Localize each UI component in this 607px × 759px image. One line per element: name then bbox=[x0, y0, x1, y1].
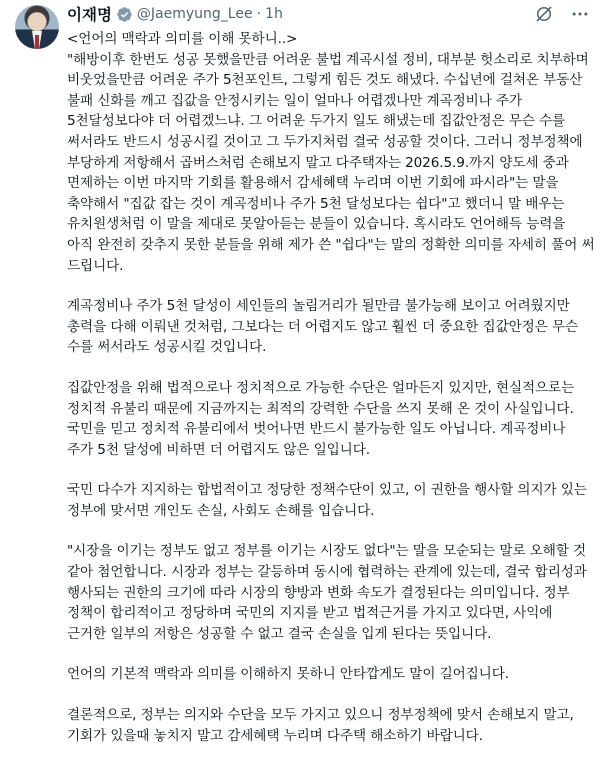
paragraph-gap bbox=[67, 685, 595, 705]
paragraph-gap bbox=[67, 276, 595, 296]
paragraph-gap bbox=[67, 358, 595, 378]
post-header bbox=[67, 3, 597, 25]
paragraph-intro: <언어의 맥락과 의미를 이해 못하니..> "해방이후 한번도 성공 못했을만큼 어려운 불법 계곡시설 정비, 대부분 헛소리로 치부하며 비웃었을만큼 어려운 주가 5천포인트, 그렇게 힘든 것도 해냈다. 수십년에 걸쳐온 부동산 불패 신화를 깨고 집값을 안정시키는 일이 얼마나 어렵겠나만 계곡정비나 주가 5천달성보다야 더 어렵겠느냐. 그 어려운 두가지 일도 해냈는데 집값안정은 무슨 수를 써서라도 반드시 성공시킬 것이고 그 두가지처럼 결국 성공할 것이다. 그러니 정부정책에 부당하게 저항해서 곱버스처럼 손해보지 말고 다주택자는 2026.5.9.까지 양도세 중과 면제하는 이번 마지막 기회를 활용해서 감세혜택 누리며 이번 기회에 파시라"는 말을 축약해서 "집값 잡는 것이 계곡정비나 주가 5천 달성보다는 쉽다"고 했더니 말 배우는 유치원생처럼 이 말을 제대로 못알아듣는 분들이 있습니다. 혹시라도 언어해득 능력을 아직 완전히 갖추지 못한 분들을 위해 제가 쓴 "쉽다"는 말의 정확한 의미를 자세히 풀어 써 드립니다. bbox=[67, 31, 595, 274]
author-avatar[interactable] bbox=[15, 5, 59, 49]
grok-icon[interactable] bbox=[533, 3, 555, 25]
separator-dot: · bbox=[256, 6, 262, 22]
paragraph-5: "시장을 이기는 정부도 없고 정부를 이기는 시장도 없다"는 말을 모순되는 말로 오해할 것 같아 첨언합니다. 시장과 정부는 갈등하며 동시에 협력하는 관계에 있는데, 결국 합리성과 행사되는 권한의 크기에 따라 시장의 향방과 변화 속도가 결정된다는 의미입니다. 정부 정책이 합리적이고 정당하며 국민의 지지를 받고 법적근거를 가지고 있다면, 사익에 근거한 일부의 저항은 성공할 수 없고 결국 손실을 입게 된다는 뜻입니다. bbox=[67, 543, 592, 642]
paragraph-4: 국민 다수가 지지하는 합법적이고 정당한 정책수단이 있고, 이 권한을 행사할 의지가 있는 정부에 맞서면 개인도 손실, 사회도 손해를 입습니다. bbox=[67, 482, 592, 519]
post-body bbox=[67, 29, 595, 746]
paragraph-gap bbox=[67, 521, 595, 541]
paragraph-conclusion: 결론적으로, 정부는 의지와 수단을 모두 가지고 있으니 정부정책에 맞서 손해보지 말고, 기회가 있을때 놓치지 말고 감세혜택 누리며 다주택 해소하기 바랍니다. bbox=[67, 707, 578, 744]
post-time[interactable]: 1h bbox=[265, 6, 283, 22]
verified-badge-icon bbox=[116, 6, 133, 23]
author-name[interactable]: 이재명 bbox=[67, 6, 112, 24]
paragraph-gap bbox=[67, 644, 595, 664]
header-actions bbox=[533, 3, 591, 25]
avatar-tie bbox=[35, 35, 39, 49]
paragraph-2: 계곡정비나 주가 5천 달성이 세인들의 놀림거리가 될만큼 불가능해 보이고 어려웠지만 총력을 다해 이뤄낸 것처럼, 그보다는 더 어렵지도 않고 훨씬 더 중요한 집값안정은 무슨 수를 써서라도 성공시킬 것입니다. bbox=[67, 298, 583, 356]
more-options-icon[interactable] bbox=[569, 3, 591, 25]
paragraph-6: 언어의 기본적 맥락과 의미를 이해하지 못하니 안타깝게도 말이 길어집니다. bbox=[67, 666, 509, 683]
author-handle[interactable]: @Jaemyung_Lee bbox=[136, 6, 253, 22]
paragraph-gap bbox=[67, 460, 595, 480]
paragraph-3: 집값안정을 위해 법적으로나 정치적으로 가능한 수단은 얼마든지 있지만, 현실적으로는 정치적 유불리 때문에 지금까지는 최적의 강력한 수단을 쓰지 못해 온 것이 사실입니다. 국민을 믿고 정치적 유불리에서 벗어나면 반드시 불가능한 일도 아닙니다. 계곡정비나 주가 5천 달성에 비하면 더 어렵지도 않은 일입니다. bbox=[67, 379, 579, 458]
